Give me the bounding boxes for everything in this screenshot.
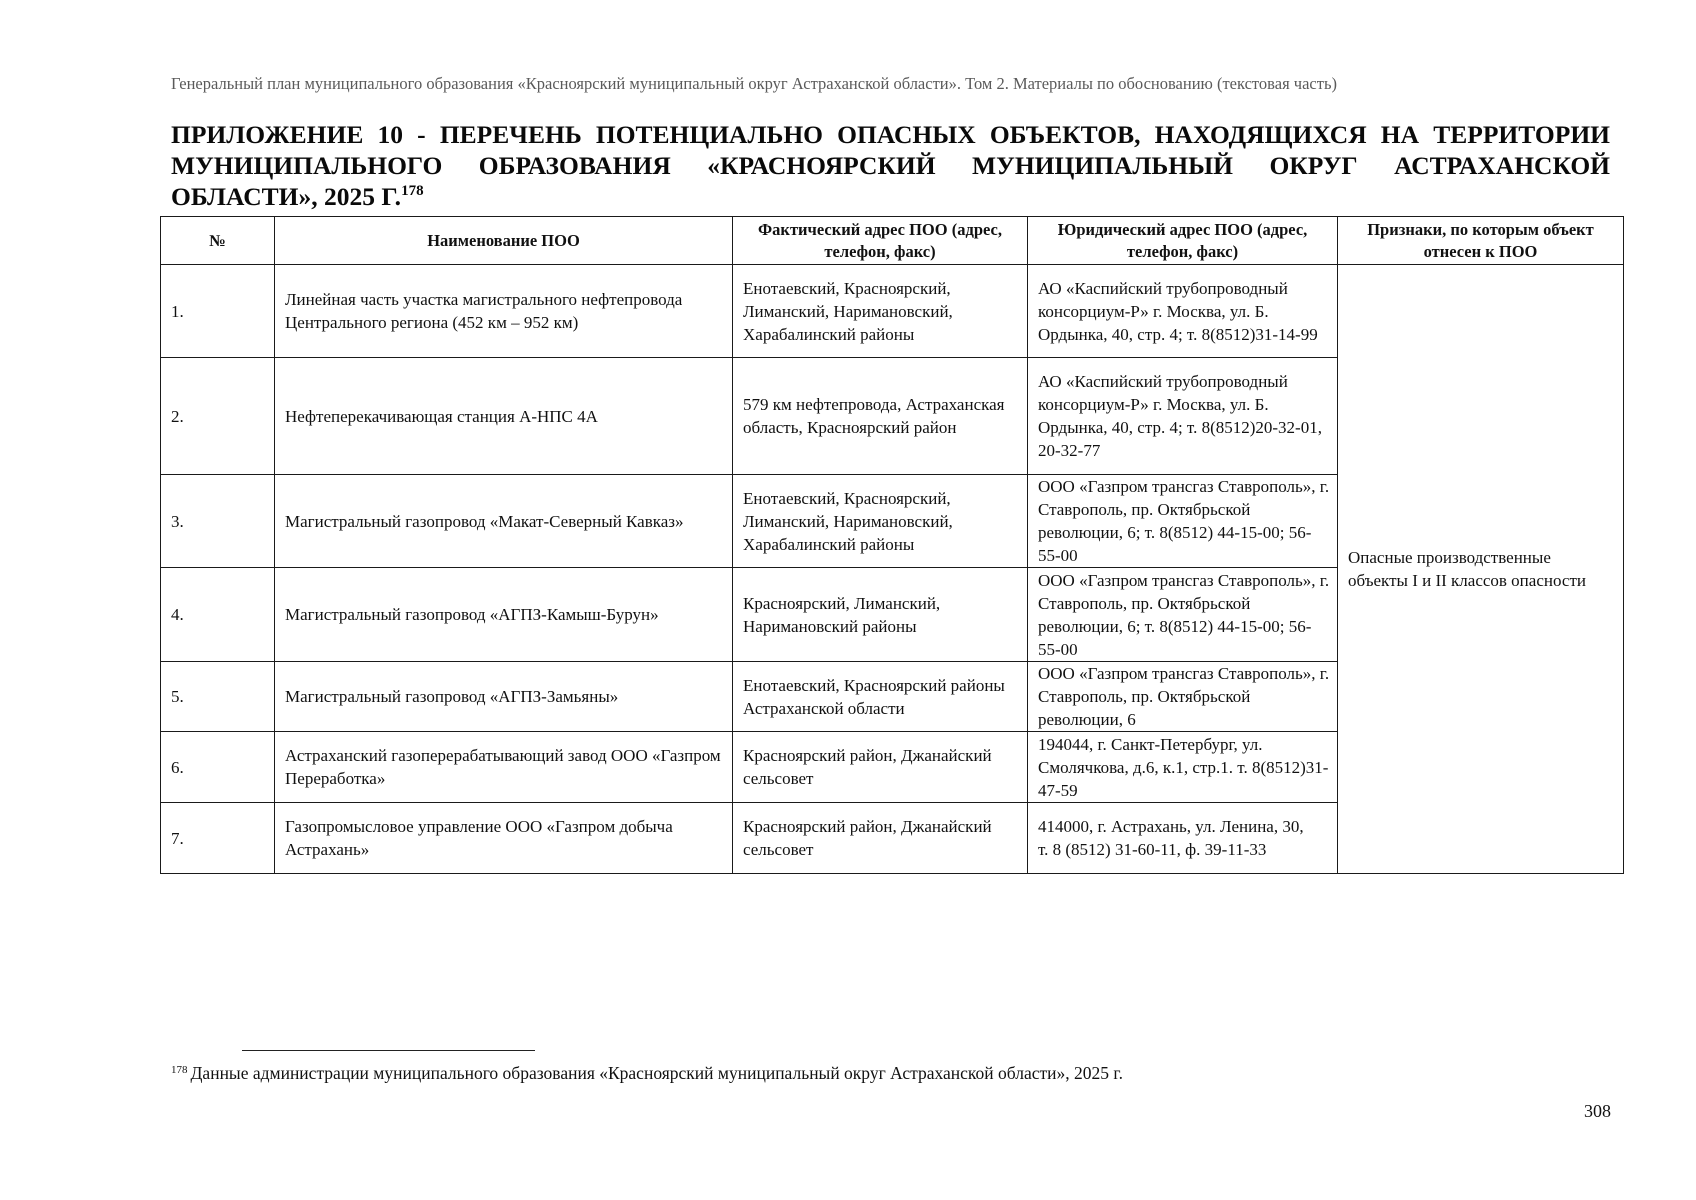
col-header-name: Наименование ПОО bbox=[275, 217, 733, 265]
row-number: 1. bbox=[161, 265, 275, 358]
legal-address: ООО «Газпром трансгаз Ставрополь», г. Ставрополь, пр. Октябрьской революции, 6; т. 8(8512) 44-15-00; 56-55-00 bbox=[1028, 568, 1338, 662]
col-header-number: № bbox=[161, 217, 275, 265]
row-number: 2. bbox=[161, 358, 275, 475]
actual-address: Красноярский район, Джанайский сельсовет bbox=[733, 803, 1028, 874]
legal-address: АО «Каспийский трубопроводный консорциум-Р» г. Москва, ул. Б. Ордынка, 40, стр. 4; т. 8(8512)20-32-01, 20-32-77 bbox=[1028, 358, 1338, 475]
hazardous-objects-table bbox=[160, 216, 1624, 874]
title-footnote-ref[interactable]: 178 bbox=[401, 183, 424, 199]
footnote-number: 178 bbox=[171, 1064, 188, 1076]
legal-address bbox=[1028, 803, 1338, 874]
legal-address: 194044, г. Санкт-Петербург, ул. Смолячкова, д.6, к.1, стр.1. т. 8(8512)31-47-59 bbox=[1028, 732, 1338, 803]
row-number: 5. bbox=[161, 662, 275, 732]
legal-address-line: 414000, г. Астрахань, ул. Ленина, 30, bbox=[1038, 817, 1304, 836]
object-name: Магистральный газопровод «АГПЗ-Замьяны» bbox=[275, 662, 733, 732]
footnote bbox=[171, 1063, 1611, 1084]
page-number: 308 bbox=[1584, 1101, 1611, 1121]
object-name: Газопромысловое управление ООО «Газпром добыча Астрахань» bbox=[275, 803, 733, 874]
row-number: 6. bbox=[161, 732, 275, 803]
object-name: Линейная часть участка магистрального нефтепровода Центрального региона (452 км – 952 км) bbox=[275, 265, 733, 358]
table-header-row bbox=[161, 217, 1624, 265]
col-header-criteria: Признаки, по которым объект отнесен к ПОО bbox=[1338, 217, 1624, 265]
row-number: 4. bbox=[161, 568, 275, 662]
running-header: Генеральный план муниципального образования «Красноярский муниципальный округ Астраханской области». Том 2. Материалы по обоснованию (текстовая часть) bbox=[171, 74, 1337, 93]
actual-address: Енотаевский, Красноярский, Лиманский, Наримановский, Харабалинский районы bbox=[733, 265, 1028, 358]
legal-address: ООО «Газпром трансгаз Ставрополь», г. Ставрополь, пр. Октябрьской революции, 6; т. 8(8512) 44-15-00; 56-55-00 bbox=[1028, 475, 1338, 568]
col-header-actual-address: Фактический адрес ПОО (адрес, телефон, факс) bbox=[733, 217, 1028, 265]
table-row bbox=[161, 265, 1624, 358]
actual-address: Красноярский, Лиманский, Наримановский районы bbox=[733, 568, 1028, 662]
actual-address: Енотаевский, Красноярский, Лиманский, Наримановский, Харабалинский районы bbox=[733, 475, 1028, 568]
row-number: 7. bbox=[161, 803, 275, 874]
object-criteria: Опасные производственные объекты I и II классов опасности bbox=[1338, 265, 1624, 874]
legal-address-line: т. 8 (8512) 31-60-11, ф. 39-11-33 bbox=[1038, 840, 1267, 859]
object-name: Магистральный газопровод «Макат-Северный Кавказ» bbox=[275, 475, 733, 568]
footnote-separator bbox=[242, 1050, 535, 1051]
actual-address: 579 км нефтепровода, Астраханская область, Красноярский район bbox=[733, 358, 1028, 475]
col-header-legal-address: Юридический адрес ПОО (адрес, телефон, факс) bbox=[1028, 217, 1338, 265]
object-name: Магистральный газопровод «АГПЗ-Камыш-Бурун» bbox=[275, 568, 733, 662]
footnote-text: Данные администрации муниципального образования «Красноярский муниципальный округ Астраханской области», 2025 г. bbox=[190, 1063, 1123, 1083]
legal-address: ООО «Газпром трансгаз Ставрополь», г. Ставрополь, пр. Октябрьской революции, 6 bbox=[1028, 662, 1338, 732]
object-name: Нефтеперекачивающая станция А-НПС 4А bbox=[275, 358, 733, 475]
row-number: 3. bbox=[161, 475, 275, 568]
document-title-text: ПРИЛОЖЕНИЕ 10 - ПЕРЕЧЕНЬ ПОТЕНЦИАЛЬНО ОПАСНЫХ ОБЪЕКТОВ, НАХОДЯЩИХСЯ НА ТЕРРИТОРИИ МУНИЦИПАЛЬНОГО ОБРАЗОВАНИЯ «КРАСНОЯРСКИЙ МУНИЦИПАЛЬНЫЙ ОКРУГ АСТРАХАНСКОЙ ОБЛАСТИ», 2025 Г. bbox=[171, 120, 1610, 211]
actual-address: Енотаевский, Красноярский районы Астраханской области bbox=[733, 662, 1028, 732]
document-title bbox=[171, 119, 1610, 212]
actual-address: Красноярский район, Джанайский сельсовет bbox=[733, 732, 1028, 803]
object-name: Астраханский газоперерабатывающий завод ООО «Газпром Переработка» bbox=[275, 732, 733, 803]
legal-address: АО «Каспийский трубопроводный консорциум-Р» г. Москва, ул. Б. Ордынка, 40, стр. 4; т. 8(8512)31-14-99 bbox=[1028, 265, 1338, 358]
